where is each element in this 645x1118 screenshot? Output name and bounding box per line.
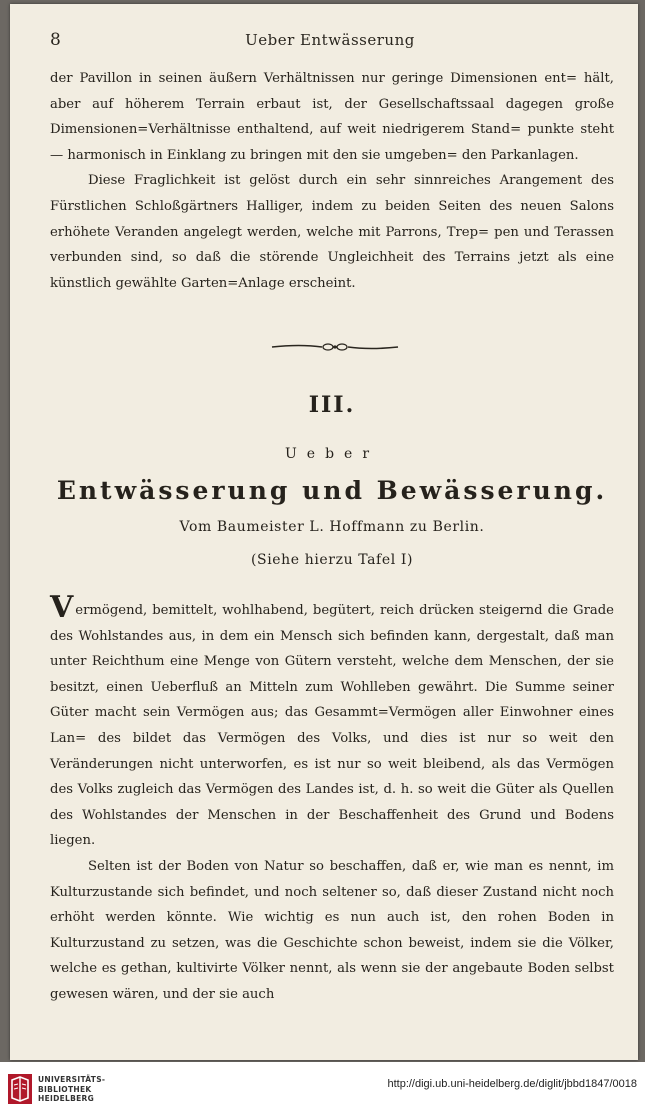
page-number: 8 (50, 30, 61, 50)
paragraph-text: ermögend, bemittelt, wohlhabend, begütert, reich drücken steigernd die Grade des Wohlstandes aus, in dem ein Mensch sich befinden kann, dergestalt, daß man unter Reichthum eine Menge von Gütern versteht, welche dem Menschen, der sie besitzt, einen Ueberfluß an Mitteln zum Wohlleben gewährt. Die Summe seiner Güter macht sein Vermögen aus; das Gesammt=Vermögen aller Einwohner eines Lan= des bildet das Vermögen des Volks, und dies ist nur so weit den Veränderungen nicht unterworfen, es ist nur so weit bleibend, als das Vermögen des Volks zugleich das Vermögen des Landes ist, d. h. so weit die Güter als Quellen des Wohlstandes der Menschen in der Beschaffenheit des Grund und Bodens liegen. (50, 603, 614, 849)
ornament-divider-icon (270, 340, 400, 354)
library-name-line: HEIDELBERG (38, 1094, 95, 1103)
paragraph: Selten ist der Boden von Natur so beschaffen, daß er, wie man es nennt, im Kulturzustande sich befindet, und noch seltener so, daß dieser Zustand nicht noch erhöht werden könnte. Wie wichtig es nun auch ist, den rohen Boden in Kulturzustand zu setzen, was die Geschichte schon beweist, indem sie die Völker, welche es gethan, kultivirte Völker nennt, als wenn sie der angebaute Boden selbst gewesen wären, und der sie auch (50, 858, 614, 1002)
section-prefix: Ueber (284, 446, 380, 462)
main-text (50, 590, 614, 1008)
dropcap: V (50, 590, 74, 625)
continuation-text (50, 66, 614, 296)
viewer-footer (0, 1062, 645, 1118)
section-note: (Siehe hierzu Tafel I) (250, 552, 414, 568)
paragraph: der Pavillon in seinen äußern Verhältnissen nur geringe Dimensionen ent= hält, aber auf höherem Terrain erbaut ist, der Gesellschaftssaal dagegen große Dimensionen=Verhältnisse enthaltend, auf weit niedrigerem Stand= punkte steht — harmonisch in Einklang zu bringen mit den sie umgeben= den Parkanlagen. (50, 71, 614, 163)
library-name-line: BIBLIOTHEK (38, 1084, 92, 1094)
university-library-logo-icon[interactable] (8, 1074, 32, 1104)
page-header (50, 30, 610, 54)
section-author: Vom Baumeister L. Hoffmann zu Berlin. (179, 519, 485, 535)
section-number: III. (308, 392, 356, 418)
library-name-line: UNIVERSITÄTS- (38, 1075, 106, 1084)
paragraph (50, 590, 614, 854)
section-title: Entwässerung und Bewässerung. (56, 476, 608, 505)
library-name (38, 1075, 105, 1104)
running-head: Ueber Entwässerung (245, 31, 415, 49)
permalink-url[interactable]: http://digi.ub.uni-heidelberg.de/diglit/jbbd1847/0018 (387, 1078, 637, 1090)
paragraph: Diese Fraglichkeit ist gelöst durch ein sehr sinnreiches Arangement des Fürstlichen Schloßgärtners Halliger, indem zu beiden Seiten des neuen Salons erhöhete Veranden angelegt werden, welche mit Parrons, Trep= pen und Terassen verbunden sind, so daß die störende Ungleichheit des Terrains jetzt als eine künstlich gewählte Garten=Anlage erscheint. (50, 173, 614, 291)
